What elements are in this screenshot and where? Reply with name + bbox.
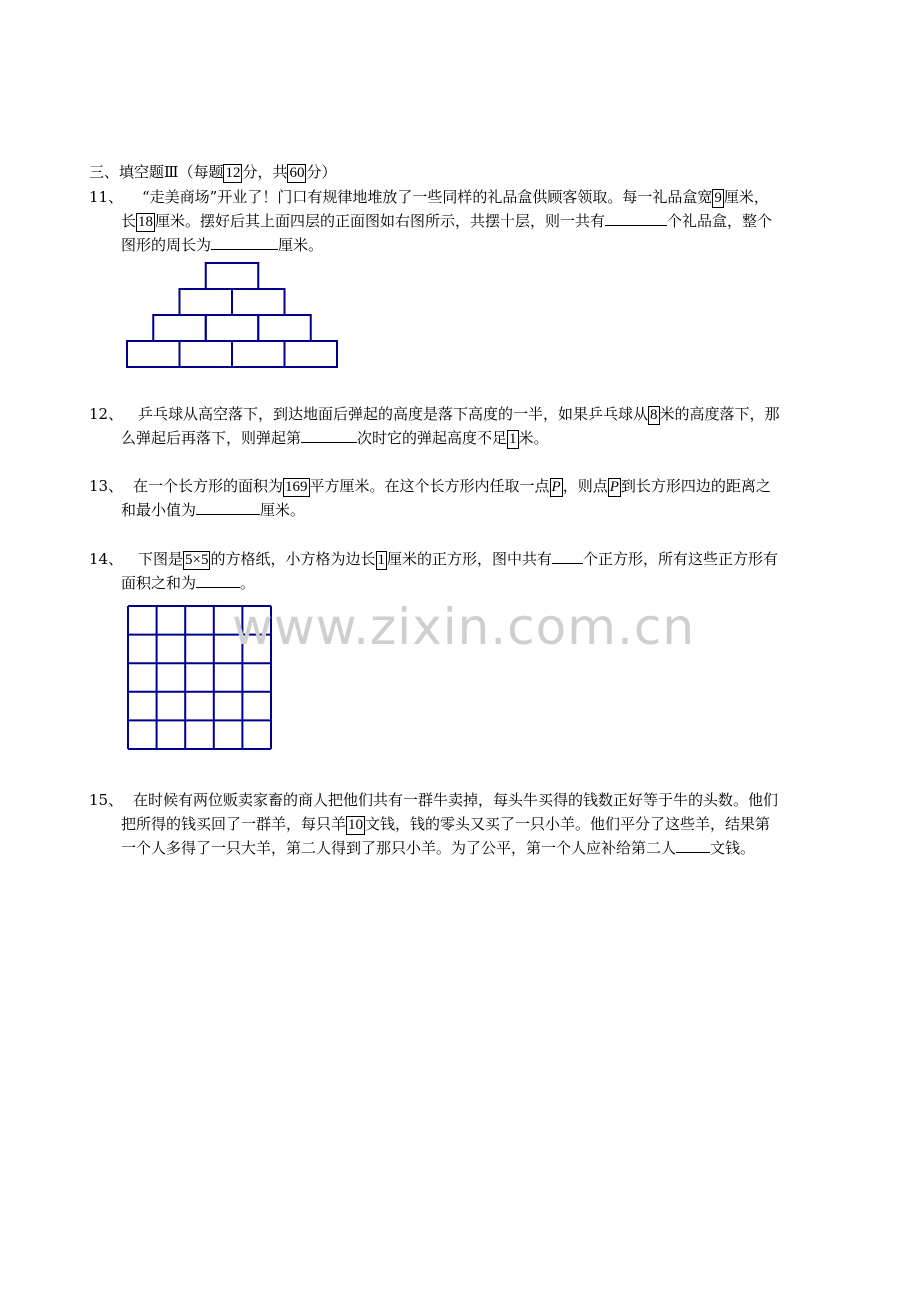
q15-text: 文钱。: [710, 839, 756, 857]
q13-line-1: [133, 475, 771, 497]
q11-text: 图形的周长为: [121, 236, 212, 254]
q12-answer-blank[interactable]: [301, 427, 357, 443]
q14-text: 的方格纸，小方格为边长: [210, 550, 376, 568]
q13-text: 和最小值为: [121, 501, 197, 519]
q12-text: 米。: [518, 429, 549, 447]
q13-line-2: [121, 499, 305, 521]
q14-grid-size-box: 5×5: [185, 552, 209, 568]
gift-box: [285, 341, 338, 367]
q13-text: ，则点: [562, 477, 608, 495]
q11-answer-blank-1[interactable]: [605, 210, 667, 226]
q13-text: 在一个长方形的面积为: [133, 477, 284, 495]
q15-text: 文钱，钱的零头又买了一只小羊。他们平分了这些羊，结果第: [365, 815, 771, 833]
q12-limit-box: 1: [509, 431, 517, 447]
q11-number: 11、: [89, 188, 124, 206]
q15-text: 一个人多得了一只大羊，第二人得到了那只小羊。为了公平，第一个人应补给第二人: [121, 839, 677, 857]
q12-text: 么弹起后再落下，则弹起第: [121, 429, 302, 447]
q11-text: 厘米，: [723, 188, 769, 206]
q12-line-2: [121, 427, 549, 449]
q13-point-box: P: [551, 479, 561, 495]
per-score-box: 12: [225, 165, 241, 181]
q12-number: 12、: [89, 405, 124, 423]
q14-line-1: [138, 548, 778, 570]
q11-answer-blank-2[interactable]: [211, 234, 278, 250]
q14-number: 14、: [89, 550, 124, 568]
q15-price-box: 10: [348, 817, 364, 833]
q11-text: “走美商场”开业了！门口有规律地堆放了一些同样的礼品盒供顾客领取。每一礼品盒宽: [142, 188, 713, 206]
q13-text: 到长方形四边的距离之: [620, 477, 771, 495]
q14-text: 厘米的正方形，图中共有: [387, 550, 553, 568]
q15-text: 把所得的钱买回了一群羊，每只羊: [121, 815, 347, 833]
q13-number: 13、: [89, 477, 124, 495]
gift-box: [153, 315, 206, 341]
q11-line-1: [142, 186, 769, 208]
q12-line-1: [138, 403, 780, 425]
gift-box: [232, 341, 285, 367]
q13-answer-blank[interactable]: [196, 499, 260, 515]
q14-side-box: 1: [377, 552, 385, 568]
q12-text: 次时它的弹起高度不足: [357, 429, 508, 447]
q15-text: 在时候有两位贩卖家畜的商人把他们共有一群牛卖掉，每头牛买得的钱数正好等于牛的头数。他们: [133, 791, 779, 809]
q15-answer-blank[interactable]: [676, 837, 710, 853]
q12-height-box: 8: [650, 407, 658, 423]
q14-text: 面积之和为: [121, 574, 197, 592]
gift-box: [206, 263, 259, 289]
section-suffix: 分）: [306, 163, 337, 181]
q12-text: 米的高度落下，那: [659, 405, 780, 423]
q15-line-2: [121, 813, 770, 835]
total-score-box: 60: [289, 165, 305, 181]
q11-width-box: 9: [714, 190, 722, 206]
q15-number: 15、: [89, 791, 124, 809]
q13-text: 平方厘米。在这个长方形内任取一点: [309, 477, 550, 495]
q13-text: 厘米。: [260, 501, 306, 519]
section-header: [89, 161, 337, 183]
q11-line-2: [121, 210, 772, 232]
q11-text: 厘米。摆好后其上面四层的正面图如右图所示，共摆十层，则一共有: [155, 212, 606, 230]
gift-box: [232, 289, 285, 315]
q11-line-3: [121, 234, 323, 256]
q11-text: 厘米。: [278, 236, 324, 254]
q11-text: 长: [121, 212, 137, 230]
gift-box-pyramid-figure: [126, 262, 340, 370]
q14-answer-blank-1[interactable]: [552, 548, 583, 564]
watermark: www.zixin.com.cn: [232, 598, 696, 656]
section-prefix: 三、填空题Ⅲ（每题: [89, 163, 224, 181]
q14-answer-blank-2[interactable]: [196, 572, 240, 588]
q14-text: 。: [240, 574, 256, 592]
gift-box: [180, 341, 233, 367]
q15-line-3: [121, 837, 755, 859]
q11-length-box: 18: [138, 214, 154, 230]
q12-text: 乒乓球从高空落下，到达地面后弹起的高度是落下高度的一半，如果乒乓球从: [138, 405, 649, 423]
q11-text: 个礼品盒，整个: [667, 212, 773, 230]
q13-point-box: P: [609, 479, 619, 495]
gift-box: [206, 315, 259, 341]
gift-box: [258, 315, 311, 341]
q14-text: 下图是: [138, 550, 184, 568]
gift-box: [180, 289, 233, 315]
q15-line-1: [133, 789, 778, 811]
q13-area-box: 169: [285, 479, 308, 495]
section-mid: 分，共: [242, 163, 288, 181]
q14-text: 个正方形，所有这些正方形有: [583, 550, 779, 568]
q14-line-2: [121, 572, 255, 594]
gift-box: [127, 341, 180, 367]
